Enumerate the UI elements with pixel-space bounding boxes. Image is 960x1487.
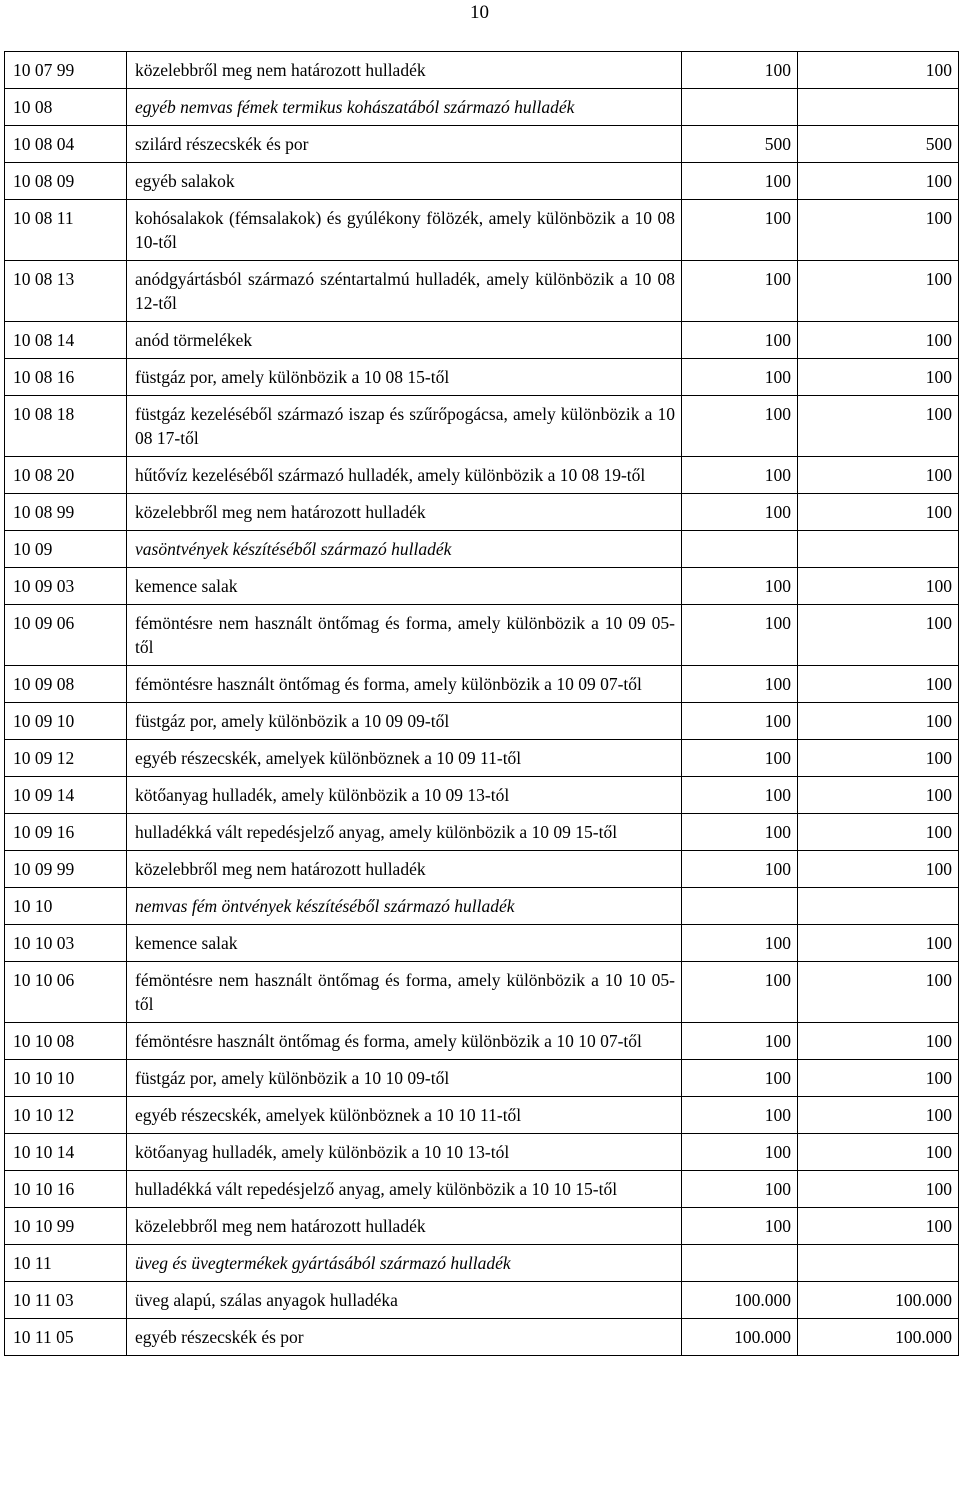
waste-code-cell: 10 10 12 [5,1097,127,1134]
description-cell: közelebbről meg nem határozott hulladék [127,851,682,888]
waste-code-cell: 10 08 16 [5,359,127,396]
table-row [5,1171,959,1208]
limit-value-cell: 100 [682,703,798,740]
limit-value-cell: 100 [682,1023,798,1060]
table-row [5,814,959,851]
limit-value-cell: 100 [682,52,798,89]
limit-value-2-cell: 100 [798,605,959,666]
limit-value-2-cell: 100 [798,1208,959,1245]
waste-code-cell: 10 08 99 [5,494,127,531]
limit-value-2-cell [798,888,959,925]
limit-value-cell: 100 [682,1208,798,1245]
table-row [5,1208,959,1245]
limit-value-2-cell: 100 [798,740,959,777]
waste-code-cell: 10 08 14 [5,322,127,359]
waste-code-cell: 10 09 99 [5,851,127,888]
limit-value-2-cell: 100 [798,457,959,494]
limit-value-2-cell: 100 [798,814,959,851]
limit-value-2-cell: 100 [798,322,959,359]
limit-value-cell: 100 [682,925,798,962]
description-cell: hulladékká vált repedésjelző anyag, amely különbözik a 10 10 15-től [127,1171,682,1208]
waste-code-cell: 10 08 11 [5,200,127,261]
limit-value-2-cell [798,89,959,126]
limit-value-cell: 100.000 [682,1319,798,1356]
table-row [5,1023,959,1060]
table-row [5,1060,959,1097]
description-cell: egyéb részecskék, amelyek különböznek a 10 09 11-től [127,740,682,777]
limit-value-2-cell: 100 [798,163,959,200]
limit-value-cell: 100 [682,1060,798,1097]
limit-value-cell: 100 [682,962,798,1023]
limit-value-2-cell: 100 [798,52,959,89]
limit-value-2-cell: 100 [798,494,959,531]
table-row [5,52,959,89]
description-cell: egyéb salakok [127,163,682,200]
limit-value-cell: 100 [682,605,798,666]
limit-value-cell [682,89,798,126]
description-cell: füstgáz por, amely különbözik a 10 10 09-től [127,1060,682,1097]
limit-value-cell: 100 [682,851,798,888]
limit-value-2-cell: 100.000 [798,1282,959,1319]
limit-value-cell: 100 [682,1134,798,1171]
limit-value-2-cell: 100 [798,851,959,888]
limit-value-2-cell: 100 [798,666,959,703]
waste-code-cell: 10 10 10 [5,1060,127,1097]
description-cell: egyéb részecskék és por [127,1319,682,1356]
description-cell: kohósalakok (fémsalakok) és gyúlékony fölözék, amely különbözik a 10 08 10-től [127,200,682,261]
table-row [5,605,959,666]
waste-code-cell: 10 10 99 [5,1208,127,1245]
table-row [5,494,959,531]
limit-value-cell: 100 [682,322,798,359]
waste-code-cell: 10 08 20 [5,457,127,494]
waste-code-cell: 10 10 06 [5,962,127,1023]
limit-value-cell: 100 [682,396,798,457]
description-cell: kemence salak [127,925,682,962]
waste-code-cell: 10 11 05 [5,1319,127,1356]
waste-code-cell: 10 08 04 [5,126,127,163]
limit-value-cell: 100 [682,814,798,851]
limit-value-cell: 100 [682,1171,798,1208]
limit-value-2-cell: 100 [798,1023,959,1060]
description-cell: füstgáz por, amely különbözik a 10 09 09-től [127,703,682,740]
waste-code-cell: 10 08 18 [5,396,127,457]
table-row [5,457,959,494]
limit-value-cell: 100 [682,261,798,322]
table-row [5,925,959,962]
limit-value-2-cell: 100 [798,1097,959,1134]
description-cell: füstgáz kezeléséből származó iszap és szűrőpogácsa, amely különbözik a 10 08 17-től [127,396,682,457]
limit-value-2-cell: 100 [798,925,959,962]
description-cell: kötőanyag hulladék, amely különbözik a 10 09 13-tól [127,777,682,814]
waste-code-cell: 10 10 [5,888,127,925]
table-group-row [5,1245,959,1282]
limit-value-2-cell: 100 [798,962,959,1023]
table-row [5,261,959,322]
limit-value-cell: 100 [682,666,798,703]
table-row [5,777,959,814]
table-row [5,1319,959,1356]
waste-code-cell: 10 10 03 [5,925,127,962]
limit-value-cell [682,888,798,925]
waste-code-cell: 10 09 [5,531,127,568]
page-number: 10 [470,2,489,23]
table-row [5,703,959,740]
description-cell: vasöntvények készítéséből származó hulladék [127,531,682,568]
waste-code-cell: 10 11 03 [5,1282,127,1319]
description-cell: füstgáz por, amely különbözik a 10 08 15-től [127,359,682,396]
table-row [5,126,959,163]
limit-value-2-cell: 100 [798,568,959,605]
description-cell: fémöntésre használt öntőmag és forma, amely különbözik a 10 09 07-től [127,666,682,703]
table-group-row [5,89,959,126]
limit-value-2-cell: 100 [798,261,959,322]
limit-value-cell: 100 [682,568,798,605]
table-row [5,200,959,261]
description-cell: üveg és üvegtermékek gyártásából származó hulladék [127,1245,682,1282]
limit-value-cell: 100 [682,457,798,494]
table-row [5,1097,959,1134]
limit-value-2-cell: 100 [798,777,959,814]
limit-value-cell: 100 [682,359,798,396]
description-cell: kötőanyag hulladék, amely különbözik a 10 10 13-tól [127,1134,682,1171]
table-row [5,740,959,777]
waste-code-cell: 10 09 16 [5,814,127,851]
limit-value-cell: 500 [682,126,798,163]
limit-value-cell [682,1245,798,1282]
table-row [5,322,959,359]
table-row [5,359,959,396]
waste-code-cell: 10 10 08 [5,1023,127,1060]
waste-code-cell: 10 10 14 [5,1134,127,1171]
limit-value-cell: 100 [682,163,798,200]
waste-code-cell: 10 09 08 [5,666,127,703]
description-cell: anód törmelékek [127,322,682,359]
limit-value-2-cell: 100.000 [798,1319,959,1356]
table-row [5,1282,959,1319]
limit-value-cell [682,531,798,568]
description-cell: hűtővíz kezeléséből származó hulladék, amely különbözik a 10 08 19-től [127,457,682,494]
table-row [5,396,959,457]
waste-code-cell: 10 09 12 [5,740,127,777]
waste-code-cell: 10 08 [5,89,127,126]
description-cell: kemence salak [127,568,682,605]
table-group-row [5,888,959,925]
limit-value-2-cell: 500 [798,126,959,163]
waste-code-cell: 10 11 [5,1245,127,1282]
limit-value-2-cell: 100 [798,1134,959,1171]
table-row [5,568,959,605]
waste-code-cell: 10 07 99 [5,52,127,89]
table-row [5,163,959,200]
limit-value-cell: 100 [682,200,798,261]
table-row [5,851,959,888]
table-group-row [5,531,959,568]
table-row [5,962,959,1023]
limit-value-cell: 100 [682,740,798,777]
waste-code-cell: 10 09 03 [5,568,127,605]
waste-code-cell: 10 10 16 [5,1171,127,1208]
description-cell: fémöntésre nem használt öntőmag és forma, amely különbözik a 10 09 05-től [127,605,682,666]
description-cell: közelebbről meg nem határozott hulladék [127,1208,682,1245]
description-cell: fémöntésre használt öntőmag és forma, amely különbözik a 10 10 07-től [127,1023,682,1060]
description-cell: közelebbről meg nem határozott hulladék [127,52,682,89]
table-row [5,666,959,703]
waste-code-table [4,51,959,1356]
limit-value-2-cell [798,531,959,568]
description-cell: egyéb nemvas fémek termikus kohászatából származó hulladék [127,89,682,126]
limit-value-cell: 100 [682,1097,798,1134]
table-row [5,1134,959,1171]
limit-value-cell: 100.000 [682,1282,798,1319]
description-cell: nemvas fém öntvények készítéséből származó hulladék [127,888,682,925]
waste-code-cell: 10 08 09 [5,163,127,200]
limit-value-2-cell: 100 [798,703,959,740]
limit-value-2-cell: 100 [798,1171,959,1208]
description-cell: egyéb részecskék, amelyek különböznek a 10 10 11-től [127,1097,682,1134]
description-cell: üveg alapú, szálas anyagok hulladéka [127,1282,682,1319]
waste-code-cell: 10 09 06 [5,605,127,666]
waste-code-cell: 10 09 10 [5,703,127,740]
limit-value-2-cell: 100 [798,396,959,457]
description-cell: anódgyártásból származó széntartalmú hulladék, amely különbözik a 10 08 12-től [127,261,682,322]
limit-value-2-cell: 100 [798,200,959,261]
description-cell: fémöntésre nem használt öntőmag és forma, amely különbözik a 10 10 05-től [127,962,682,1023]
limit-value-2-cell: 100 [798,359,959,396]
description-cell: közelebbről meg nem határozott hulladék [127,494,682,531]
description-cell: szilárd részecskék és por [127,126,682,163]
limit-value-cell: 100 [682,777,798,814]
waste-code-cell: 10 09 14 [5,777,127,814]
limit-value-2-cell [798,1245,959,1282]
limit-value-2-cell: 100 [798,1060,959,1097]
waste-code-cell: 10 08 13 [5,261,127,322]
limit-value-cell: 100 [682,494,798,531]
description-cell: hulladékká vált repedésjelző anyag, amely különbözik a 10 09 15-től [127,814,682,851]
